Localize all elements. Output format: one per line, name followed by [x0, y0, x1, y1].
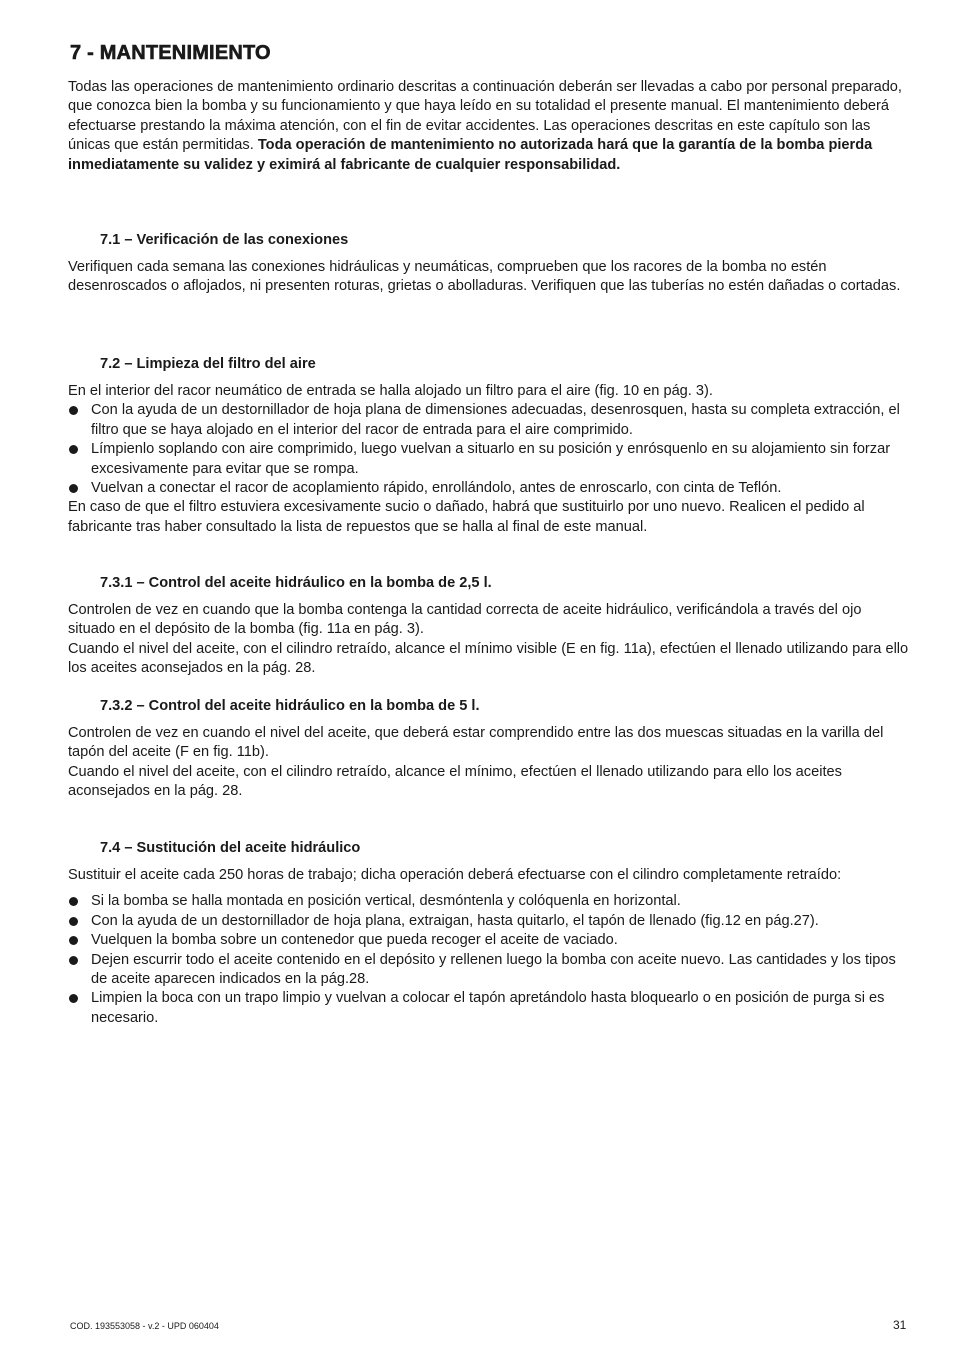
section-7-2-lead: En el interior del racor neumático de entrada se halla alojado un filtro para el aire (fig. 10 en pág. 3). [68, 383, 713, 399]
section-7-4 [68, 839, 910, 1028]
section-7-3-2-p1: Controlen de vez en cuando el nivel del aceite, que deberá estar comprendido entre las dos muescas situadas en la varilla del tapón del aceite (F en fig. 11b). [68, 725, 884, 761]
section-7-3-2-heading: 7.3.2 – Control del aceite hidráulico en la bomba de 5 l. [100, 698, 480, 714]
section-7-2-list [68, 401, 910, 498]
list-item: Vuelvan a conectar el racor de acoplamiento rápido, enrollándolo, antes de enroscarlo, con cinta de Teflón. [68, 479, 910, 498]
section-7-3-1-heading: 7.3.1 – Control del aceite hidráulico en la bomba de 2,5 l. [100, 575, 492, 591]
document-code: COD. 193553058 - v.2 - UPD 060404 [70, 1321, 219, 1331]
bullet-icon [69, 406, 78, 415]
list-item: Vuelquen la bomba sobre un contenedor que pueda recoger el aceite de vaciado. [68, 931, 910, 950]
section-7-2-heading: 7.2 – Limpieza del filtro del aire [100, 356, 316, 372]
list-item: Con la ayuda de un destornillador de hoja plana, extraigan, hasta quitarlo, el tapón de llenado (fig.12 en pág.27). [68, 912, 910, 931]
list-item: Límpienlo soplando con aire comprimido, luego vuelvan a situarlo en su posición y enrósquenlo en su alojamiento sin forzar excesivamente para evitar que se rompa. [68, 440, 910, 479]
section-7-2-tail: En caso de que el filtro estuviera excesivamente sucio o dañado, habrá que sustituirlo por uno nuevo. Realicen el pedido al fabricante tras haber consultado la lista de repuestos que se halla al final de este manual. [68, 499, 865, 535]
list-item: Dejen escurrir todo el aceite contenido en el depósito y rellenen luego la bomba con aceite nuevo. Las cantidades y los tipos de aceite aparecen indicados en la pág.28. [68, 951, 910, 990]
list-item: Limpien la boca con un trapo limpio y vuelvan a colocar el tapón apretándolo hasta bloquearlo o en posición de purga si es necesario. [68, 989, 910, 1028]
page-title: 7 - MANTENIMIENTO [70, 42, 271, 64]
list-item: Con la ayuda de un destornillador de hoja plana de dimensiones adecuadas, desenrosquen, hasta su completa extracción, el filtro que se haya alojado en el interior del racor de entrada para el aire comprimido. [68, 401, 910, 440]
bullet-icon [69, 917, 78, 926]
bullet-icon [69, 484, 78, 493]
section-7-3-2 [68, 697, 910, 802]
section-7-3-1 [68, 574, 910, 679]
bullet-icon [69, 956, 78, 965]
bullet-icon [69, 994, 78, 1003]
section-7-3-1-p1: Controlen de vez en cuando que la bomba contenga la cantidad correcta de aceite hidráulico, verificándola a través del ojo situado en el depósito de la bomba (fig. 11a en pág. 3). [68, 602, 862, 638]
bullet-icon [69, 936, 78, 945]
section-7-4-heading: 7.4 – Sustitución del aceite hidráulico [100, 840, 361, 856]
section-7-3-1-p2: Cuando el nivel del aceite, con el cilindro retraído, alcance el mínimo visible (E en fig. 11a), efectúen el llenado utilizando para ello los aceites aconsejados en la pág. 28. [68, 640, 909, 677]
page-number: 31 [893, 1318, 907, 1332]
section-7-4-lead: Sustituir el aceite cada 250 horas de trabajo; dicha operación deberá efectuarse con el cilindro completamente retraído: [68, 867, 842, 883]
intro-text: Todas las operaciones de mantenimiento ordinario descritas a continuación deberán ser llevadas a cabo por personal preparado, que conozca bien la bomba y su funcionamiento y que haya leído en su totalidad el presente manual. El mantenimiento deberá efectuarse prestando la máxima atención, con el fin de evitar accidentes. Las operaciones descritas en este capítulo son las únicas que están permitidas. [68, 79, 902, 154]
intro-warning: Toda operación de mantenimiento no autorizada hará que la garantía de la bomba pierda inmediatamente su validez y eximirá al fabricante de cualquier responsabilidad. [68, 137, 873, 173]
list-item: Si la bomba se halla montada en posición vertical, desmóntenla y colóquenla en horizontal. [68, 892, 910, 911]
section-7-2 [68, 355, 910, 537]
section-7-1-text: Verifiquen cada semana las conexiones hidráulicas y neumáticas, comprueben que los racores de la bomba no estén desenroscados o aflojados, ni presenten roturas, grietas o abolladuras. Verifiquen que las tuberías no estén dañadas o cortadas. [68, 259, 901, 295]
bullet-icon [69, 445, 78, 454]
section-7-1 [68, 231, 910, 297]
intro-paragraph [68, 78, 910, 175]
section-7-3-2-p2: Cuando el nivel del aceite, con el cilindro retraído, alcance el mínimo, efectúen el llenado utilizando para ello los aceites aconsejados en la pág. 28. [68, 763, 842, 800]
bullet-icon [69, 897, 78, 906]
section-7-1-heading: 7.1 – Verificación de las conexiones [100, 232, 349, 248]
section-7-4-list [68, 892, 910, 1028]
